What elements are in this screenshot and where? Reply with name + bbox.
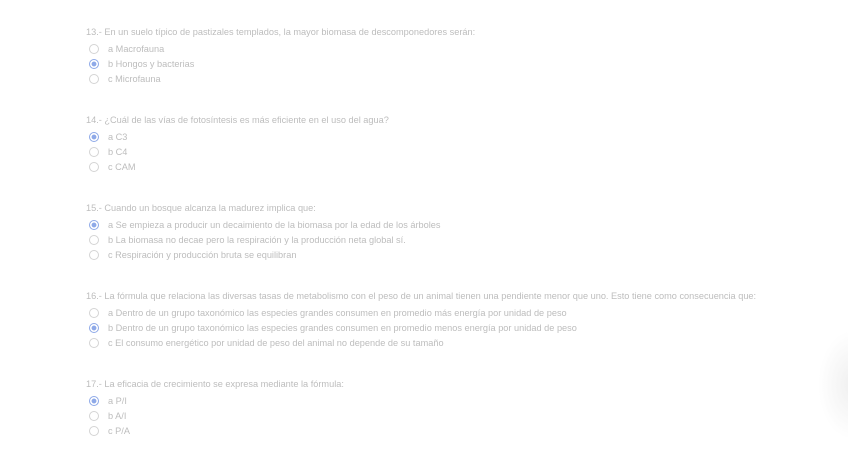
question-text: 13.- En un suelo típico de pastizales templados, la mayor biomasa de descomponedores serán:: [86, 27, 476, 37]
option-17-c[interactable]: [86, 424, 848, 439]
radio-button[interactable]: [89, 308, 99, 318]
option-16-b[interactable]: [86, 320, 848, 335]
radio-button[interactable]: [89, 250, 99, 260]
option-label: c Respiración y producción bruta se equilibran: [108, 250, 297, 261]
radio-button[interactable]: [89, 235, 99, 245]
option-label: a Macrofauna: [108, 43, 165, 54]
option-label: b A/I: [108, 410, 127, 421]
radio-button[interactable]: [89, 220, 99, 230]
option-label: a Se empieza a producir un decaimiento de la biomasa por la edad de los árboles: [108, 219, 441, 230]
option-17-b[interactable]: [86, 408, 848, 423]
question-text: 14.- ¿Cuál de las vías de fotosíntesis es más eficiente en el uso del agua?: [86, 115, 389, 125]
option-label: c Microfauna: [108, 74, 161, 85]
option-label: b Dentro de un grupo taxonómico las especies grandes consumen en promedio menos energía por unidad de peso: [108, 322, 577, 333]
option-17-a[interactable]: [86, 393, 848, 408]
option-13-b[interactable]: [86, 56, 848, 71]
option-label: c P/A: [108, 426, 130, 437]
option-14-a[interactable]: [86, 129, 848, 144]
radio-button[interactable]: [89, 147, 99, 157]
radio-button[interactable]: [89, 74, 99, 84]
question-15: [86, 202, 848, 290]
option-16-c[interactable]: [86, 336, 848, 351]
radio-button[interactable]: [89, 426, 99, 436]
question-text: 17.- La eficacia de crecimiento se expresa mediante la fórmula:: [86, 379, 344, 389]
radio-button[interactable]: [89, 59, 99, 69]
radio-button[interactable]: [89, 132, 99, 142]
radio-button[interactable]: [89, 323, 99, 333]
option-label: a P/I: [108, 395, 127, 406]
option-16-a[interactable]: [86, 305, 848, 320]
question-16: [86, 290, 848, 378]
question-14: [86, 114, 848, 202]
radio-button[interactable]: [89, 162, 99, 172]
option-label: c El consumo energético por unidad de peso del animal no depende de su tamaño: [108, 338, 444, 349]
quiz-form: [0, 26, 848, 466]
option-15-b[interactable]: [86, 232, 848, 247]
option-13-c[interactable]: [86, 72, 848, 87]
option-label: b C4: [108, 146, 128, 157]
option-14-b[interactable]: [86, 144, 848, 159]
question-13: [86, 26, 848, 114]
option-label: a C3: [108, 131, 128, 142]
option-15-a[interactable]: [86, 217, 848, 232]
radio-button[interactable]: [89, 44, 99, 54]
radio-button[interactable]: [89, 411, 99, 421]
option-14-c[interactable]: [86, 160, 848, 175]
option-15-c[interactable]: [86, 248, 848, 263]
option-label: c CAM: [108, 162, 136, 173]
question-text: 15.- Cuando un bosque alcanza la madurez implica que:: [86, 203, 316, 213]
option-label: b La biomasa no decae pero la respiración y la producción neta global sí.: [108, 234, 406, 245]
option-label: a Dentro de un grupo taxonómico las especies grandes consumen en promedio más energía por unidad de peso: [108, 307, 567, 318]
radio-button[interactable]: [89, 396, 99, 406]
option-13-a[interactable]: [86, 41, 848, 56]
radio-button[interactable]: [89, 338, 99, 348]
option-label: b Hongos y bacterias: [108, 58, 195, 69]
question-text: 16.- La fórmula que relaciona las diversas tasas de metabolismo con el peso de un animal tienen una pendiente menor que uno. Esto tiene como consecuencia que:: [86, 291, 757, 301]
question-17: [86, 378, 848, 466]
